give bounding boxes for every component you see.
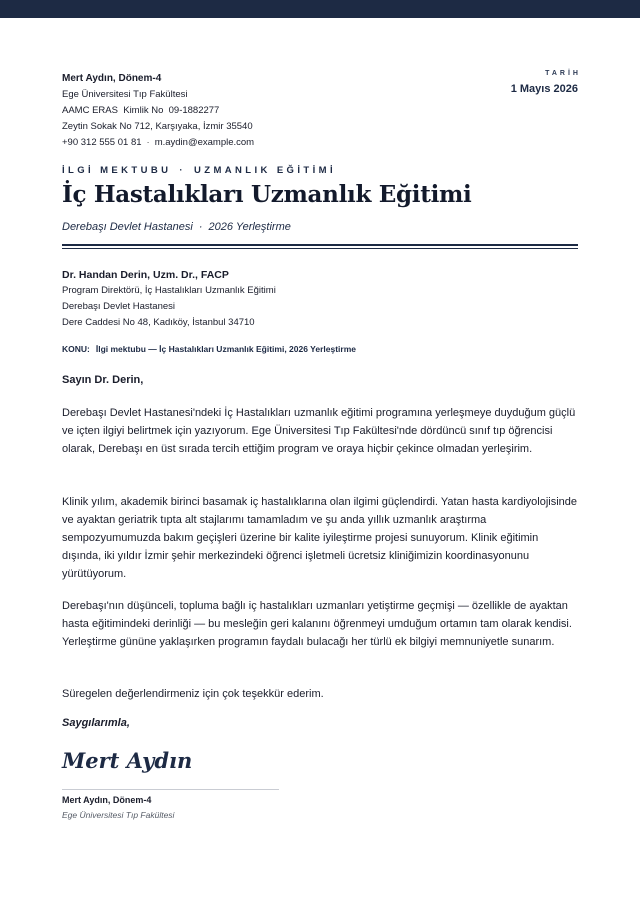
header-rule-thin: [62, 248, 578, 249]
sender-block: [62, 71, 362, 151]
signer-affiliation: Ege Üniversitesi Tıp Fakültesi: [62, 810, 175, 820]
sender-ids: AAMC ERAS Kimlik No 09-1882277: [62, 105, 220, 116]
recipient-name: Dr. Handan Derin, Uzm. Dr., FACP: [62, 269, 229, 281]
sender-phone: +90 312 555 01 81: [62, 137, 142, 148]
recipient-block: [62, 267, 276, 331]
signature: Mert Aydın: [62, 748, 193, 773]
eyebrow-dot: ·: [179, 165, 186, 176]
eyebrow: [62, 165, 336, 176]
recipient-role: Program Direktörü, İç Hastalıkları Uzmanlık Eğitimi: [62, 285, 276, 296]
paragraph-4: Süregelen değerlendirmeniz için çok teşekkür ederim.: [62, 688, 324, 700]
subtitle-dot: ·: [198, 221, 203, 233]
subject-label: KONU:: [62, 344, 90, 354]
sender-contact: [62, 135, 362, 151]
page-title: İç Hastalıkları Uzmanlık Eğitimi: [62, 181, 472, 208]
contact-separator: ·: [146, 137, 150, 148]
eyebrow-right: UZMANLIK EĞİTİMİ: [193, 165, 336, 176]
subtitle-year: 2026 Yerleştirme: [208, 221, 291, 233]
signer-name: Mert Aydın, Dönem-4: [62, 795, 152, 805]
paragraph-1: Derebaşı Devlet Hastanesi'ndeki İç Hastalıkları uzmanlık eğitimi programına yerleşmeye duyduğum güçlü ve içten ilgiyi belirtmek için yazıyorum. Ege Üniversitesi Tıp Fakültesi'nde dördüncü sınıf tıp öğrencisi olarak, Derebaşı en üst sırada tercih ettiğim program ve oraya hiçbir çekince olmadan yerleşirim.: [62, 407, 576, 455]
subtitle: [62, 221, 291, 233]
subject-line: [62, 344, 356, 354]
sender-school: Ege Üniversitesi Tıp Fakültesi: [62, 89, 188, 100]
sender-name: Mert Aydın, Dönem-4: [62, 73, 162, 84]
subtitle-hospital: Derebaşı Devlet Hastanesi: [62, 221, 193, 233]
date-block: [510, 70, 581, 95]
signature-rule: [62, 789, 279, 790]
date-label: TARİH: [545, 70, 581, 77]
closing: Saygılarımla,: [62, 717, 130, 729]
salutation: Sayın Dr. Derin,: [62, 374, 144, 386]
paragraph-2: Klinik yılım, akademik birinci basamak iç hastalıklarına olan ilgimi güçlendirdi. Yatan hasta kardiyolojisinde ve ayaktan geriatrik tıpta alt stajlarımı tamamladım ve şu anda yıllık uzmanlık araştırma sempozyumumuzda bakım geçişleri üzerine bir kalite iyileştirme projesi sunuyorum. Klinik eğitimin dışında, iki yıldır İzmir şehir merkezindeki öğrenci işletmeli ücretsiz kliniğimizin koordinasyonunu yürütüyorum.: [62, 496, 578, 580]
header-rule-thick: [62, 244, 578, 246]
subject-value: İlgi mektubu — İç Hastalıkları Uzmanlık Eğitimi, 2026 Yerleştirme: [95, 344, 357, 354]
sender-address: Zeytin Sokak No 712, Karşıyaka, İzmir 35540: [62, 121, 253, 132]
eyebrow-left: İLGİ MEKTUBU: [62, 165, 172, 176]
sender-email[interactable]: m.aydin@example.com: [154, 137, 255, 148]
top-accent-bar: [0, 0, 640, 18]
recipient-institution: Derebaşı Devlet Hastanesi: [62, 301, 175, 312]
paragraph-3: Derebaşı'nın düşünceli, topluma bağlı iç hastalıkları uzmanları yetiştirme geçmişi — özellikle de ayaktan hasta eğitimindeki derinliği — bu mesleğin geri kalanını öğrenmeyi umduğum ortamın tam olarak kendisi. Yerleştirme gününe yaklaşırken programın faydalı bulacağı her türlü ek bilgiyi memnuniyetle sunarım.: [62, 600, 572, 648]
date-value: 1 Mayıs 2026: [510, 83, 578, 95]
recipient-address: Dere Caddesi No 48, Kadıköy, İstanbul 34710: [62, 317, 255, 328]
